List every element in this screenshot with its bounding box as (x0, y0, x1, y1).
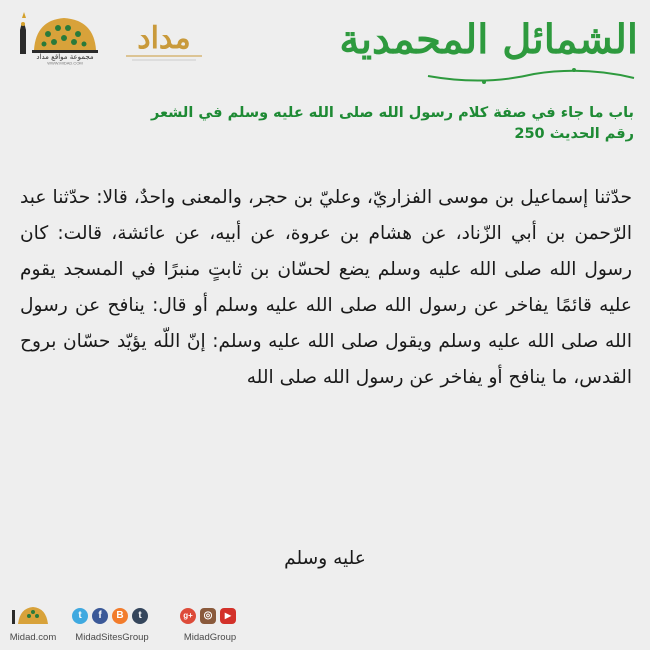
dome-logo-icon (14, 10, 106, 65)
twitter-icon[interactable]: t (72, 608, 88, 624)
ornament-icon (424, 66, 638, 88)
hadith-number: رقم الحديث 250 (514, 126, 634, 142)
page-title: الشمائل المحمدية (339, 16, 638, 63)
footer-group-label: MidadGroup (183, 632, 237, 643)
footer-sites-group-label: MidadSitesGroup (75, 632, 149, 643)
header (0, 0, 650, 100)
footer (0, 600, 650, 650)
title-calligraphy (339, 6, 638, 90)
footer-site-block[interactable] (8, 604, 58, 644)
tumblr-icon[interactable]: t (132, 608, 148, 624)
footer-sites-group-block (62, 604, 162, 644)
google-plus-icon[interactable]: g+ (180, 608, 196, 624)
midad-brand-logo[interactable] (118, 16, 210, 64)
midad-small-logo-icon (8, 604, 58, 626)
footer-group-block (170, 604, 250, 644)
midad-group-logo[interactable] (14, 10, 106, 65)
chapter-title: باب ما جاء في صفة كلام رسول الله صلى الله عليه وسلم في الشعر (150, 105, 634, 121)
facebook-icon[interactable]: f (92, 608, 108, 624)
midad-script-icon (118, 16, 210, 64)
svg-text:مداد: مداد (137, 21, 191, 56)
youtube-icon[interactable]: ▶ (220, 608, 236, 624)
hadith-closing: عليه وسلم (284, 548, 366, 569)
svg-text:WWW.MIDAD.COM: WWW.MIDAD.COM (47, 60, 83, 65)
svg-text:مجموعة مواقع مداد: مجموعة مواقع مداد (36, 53, 94, 61)
hadith-text: حدّثنا إسماعيل بن موسى الفزاريّ، وعليّ بن حجر، والمعنى واحدٌ، قالا: حدّثنا عبد الرّحمن بن أبي الزّناد، عن هشام بن عروة، عن أبيه، عن عائشة، قالت: كان رسول الله صلى الله عليه وسلم يضع لحسّان بن ثابتٍ منبرًا في المسجد يقوم عليه قائمًا يفاخر عن رسول الله صلى الله عليه وسلم أو قال: ينافح عن رسول الله صلى الله عليه وسلم ويقول صلى الله عليه وسلم: إنّ اللّه يؤيّد حسّان بروح القدس، ما ينافح أو يفاخر عن رسول الله صلى الله (20, 187, 632, 388)
footer-site-label: Midad.com (9, 632, 57, 643)
instagram-icon[interactable]: ◎ (200, 608, 216, 624)
blogger-icon[interactable]: B (112, 608, 128, 624)
